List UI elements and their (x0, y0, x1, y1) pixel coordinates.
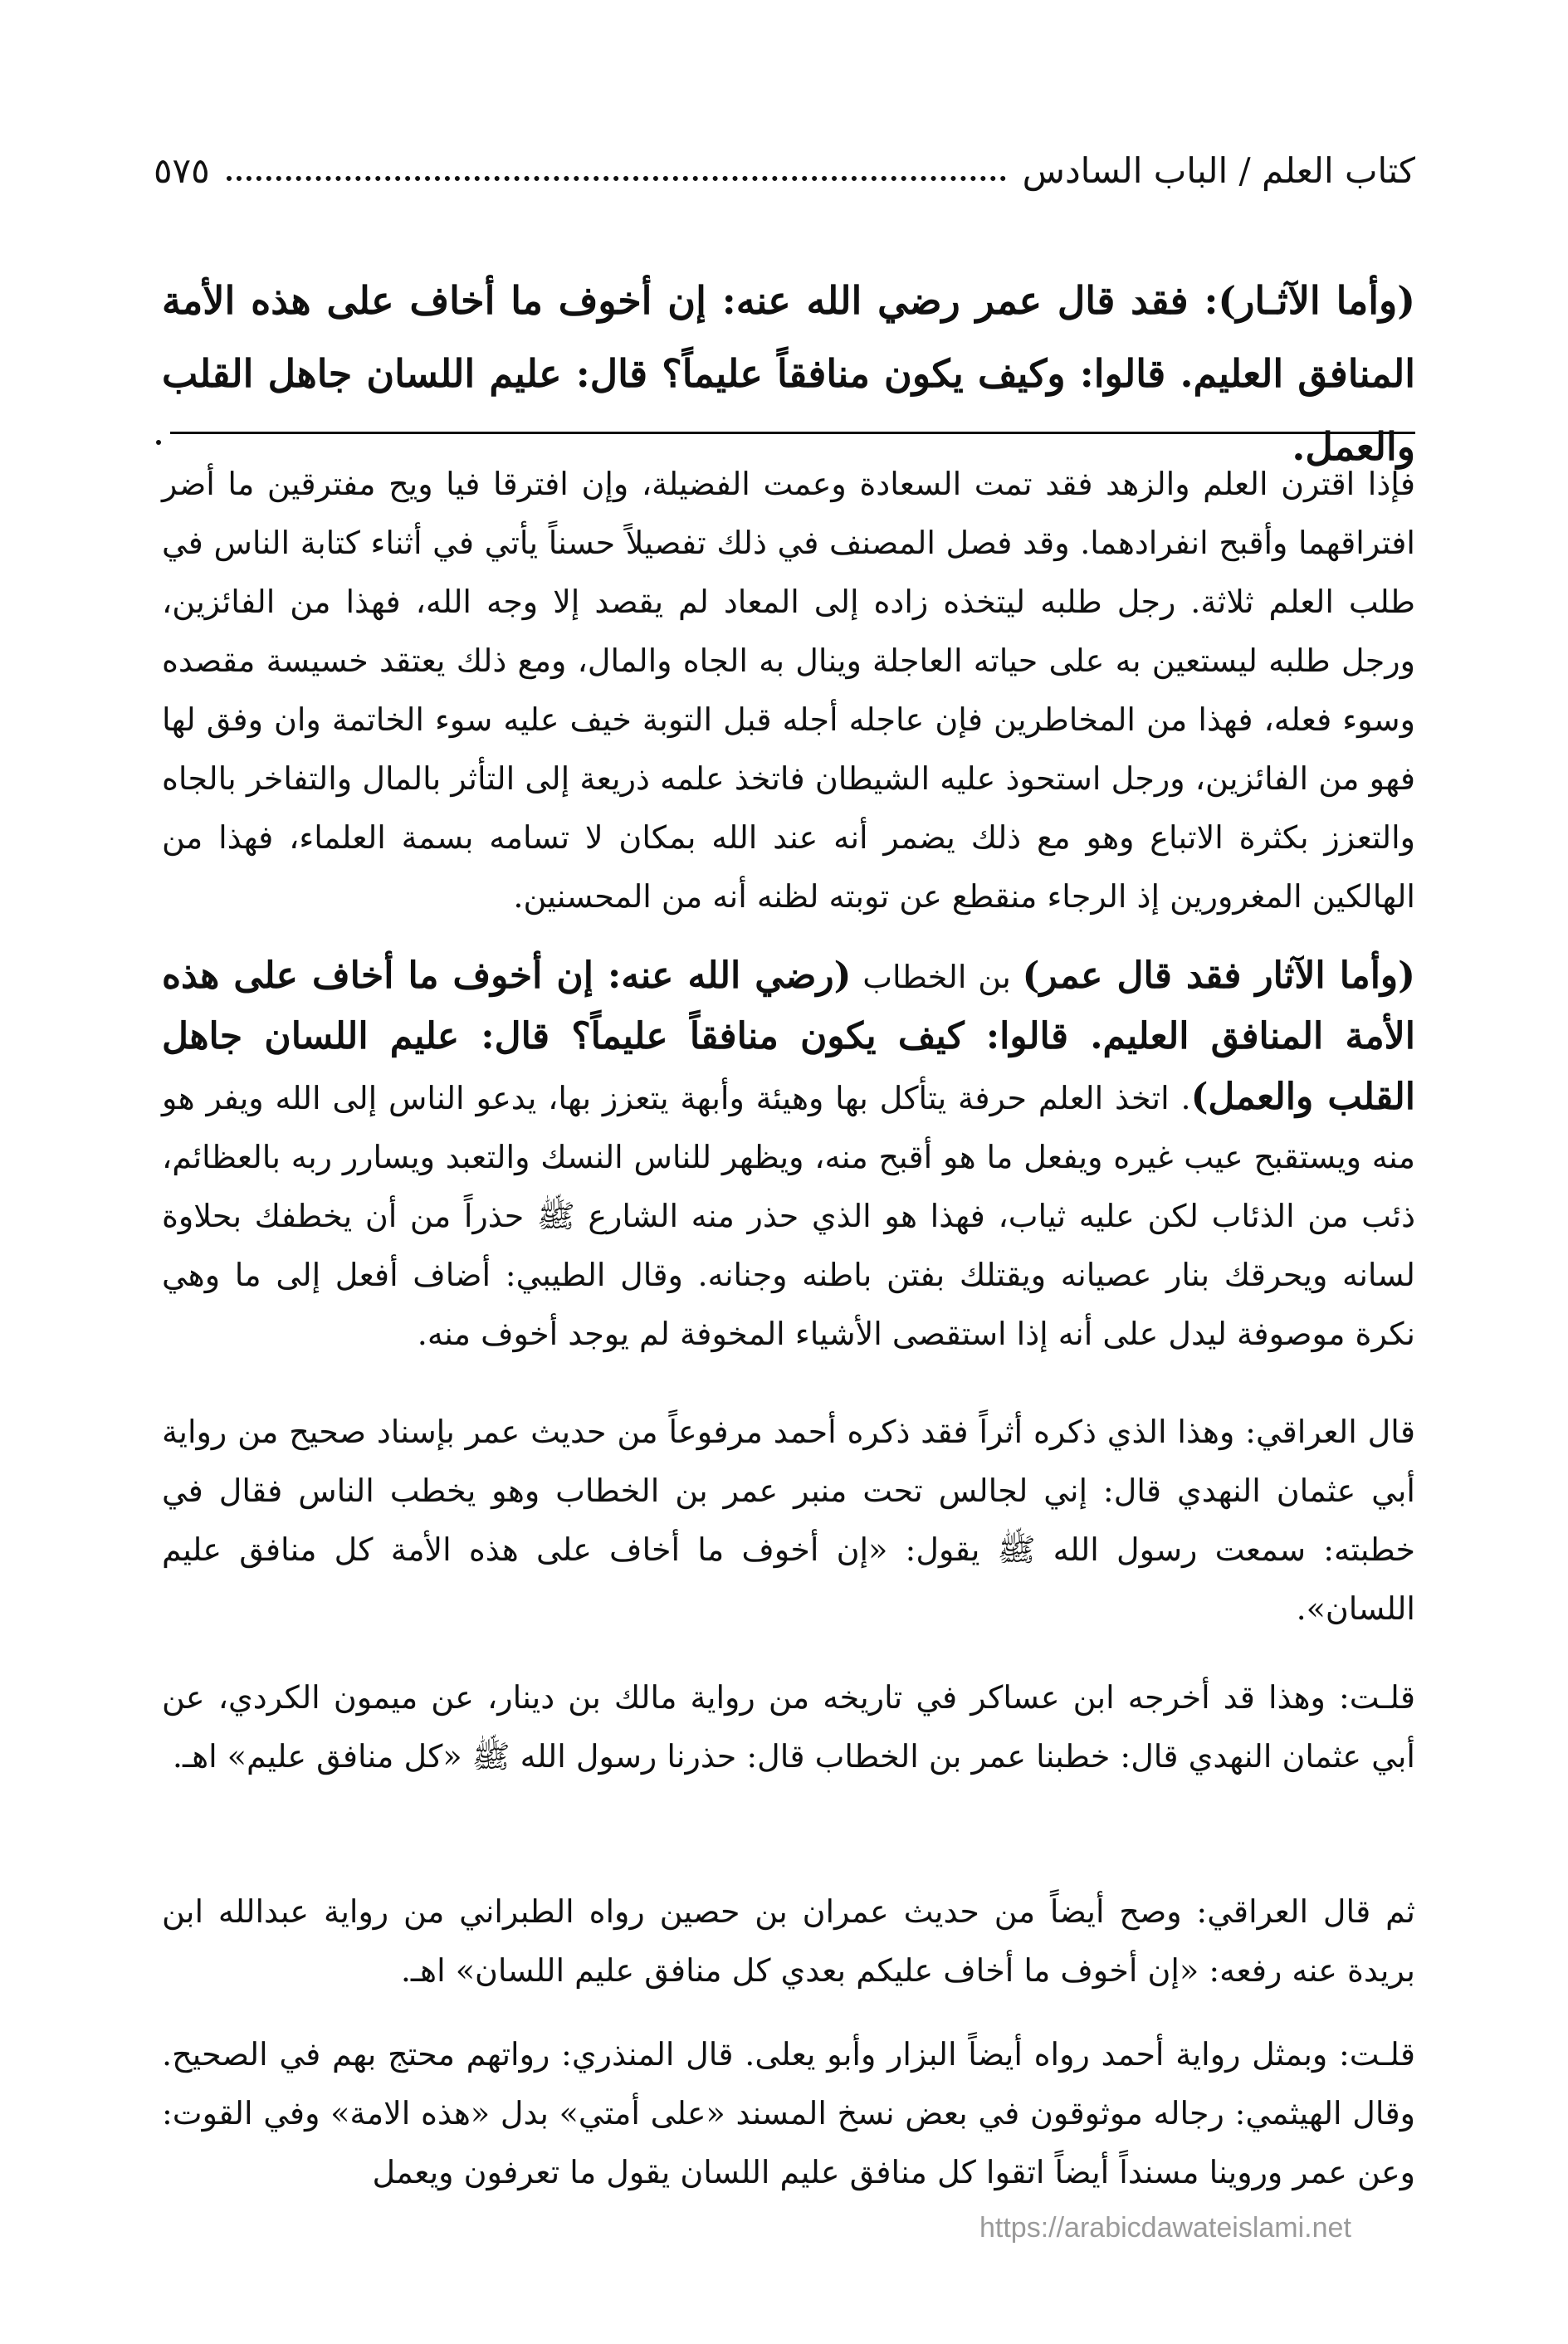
chapter-title: كتاب العلم / الباب السادس (1022, 149, 1415, 191)
commentary-paragraph-1 (162, 455, 1415, 926)
separator-rule (170, 432, 1415, 434)
running-header (154, 141, 1415, 199)
commentary-paragraph-5 (162, 1883, 1415, 2000)
commentary-paragraph-4 (162, 1668, 1415, 1786)
header-dot-leader (227, 176, 1006, 181)
margin-dot (156, 440, 161, 445)
main-text-paragraph: (وأما الآثـار): فقد قال عمر رضي الله عنه: إن أخوف ما أخاف على هذه الأمة المنافق العليم. قالوا: وكيف يكون منافقاً عليماً؟ قال: عليم اللسان جاهل القلب والعمل. (162, 278, 1415, 469)
commentary-text: ثم قال العراقي: وصح أيضاً من حديث عمران بن حصين رواه الطبراني من رواية عبدالله ابن بريدة عنه رفعه: «إن أخوف ما أخاف عليكم بعدي كل منافق عليم اللسان» اهـ. (162, 1893, 1415, 1989)
quoted-matn: (وأما الآثار فقد قال عمر) (1022, 955, 1415, 997)
commentary-inline: . اتخذ العلم حرفة يتأكل بها وهيئة وأبهة يتعزز بها، يدعو الناس إلى الله ويفر هو منه ويستقبح عيب غيره ويفعل ما هو أقبح منه، ويظهر للناس النسك والتعبد ويسارر ربه بالعظائم، ذئب من الذئاب لكن عليه ثياب، فهذا هو الذي حذر منه الشارع ﷺ حذراً من أن يخطفك بحلاوة لسانه ويحرقك بنار عصيانه ويقتلك بفتن باطنه وجنانه. وقال الطيبي: أضاف أفعل إلى ما وهي نكرة موصوفة ليدل على أنه إذا استقصى الأشياء المخوفة لم يوجد أخوف منه. (162, 1080, 1415, 1352)
main-text (162, 264, 1415, 483)
commentary-text: قال العراقي: وهذا الذي ذكره أثراً فقد ذكره أحمد مرفوعاً من حديث عمر بإسناد صحيح من رواية أبي عثمان النهدي قال: إني لجالس تحت منبر عمر بن الخطاب وهو يخطب الناس فقال في خطبته: سمعت رسول الله ﷺ يقول: «إن أخوف ما أخاف على هذه الأمة كل منافق عليم اللسان». (162, 1414, 1415, 1627)
commentary-paragraph-3 (162, 1403, 1415, 1638)
commentary-paragraph-6 (162, 2025, 1415, 2202)
website-watermark: https://arabicdawateislami.net (979, 2212, 1351, 2244)
commentary-text: قلـت: وهذا قد أخرجه ابن عساكر في تاريخه من رواية مالك بن دينار، عن ميمون الكردي، عن أبي عثمان النهدي قال: خطبنا عمر بن الخطاب قال: حذرنا رسول الله ﷺ «كل منافق عليم» اهـ. (162, 1679, 1415, 1775)
page-number: ٥٧٥ (154, 149, 210, 191)
commentary-text (162, 946, 1415, 1364)
commentary-text: قلـت: وبمثل رواية أحمد رواه أيضاً البزار وأبو يعلى. قال المنذري: رواتهم محتج بهم في الصحيح. وقال الهيثمي: رجاله موثوقون في بعض نسخ المسند «على أمتي» بدل «هذه الامة» وفي القوت: وعن عمر وروينا مسنداً أيضاً اتقوا كل منافق عليم اللسان يقول ما تعرفون ويعمل (162, 2036, 1415, 2190)
commentary-text: فإذا اقترن العلم والزهد فقد تمت السعادة وعمت الفضيلة، وإن افترقا فيا ويح مفترقين ما أضر افتراقهما وأقبح انفرادهما. وقد فصل المصنف في ذلك تفصيلاً حسناً يأتي في أثناء كتابة الناس في طلب العلم ثلاثة. رجل طلبه ليتخذه زاده إلى المعاد لم يقصد إلا وجه الله، فهذا من الفائزين، ورجل طلبه ليستعين به على حياته العاجلة وينال به الجاه والمال، ومع ذلك يعتقد خسيسة مقصده وسوء فعله، فهذا من المخاطرين فإن عاجله أجله قبل التوبة خيف عليه سوء الخاتمة وان وفق لها فهو من الفائزين، ورجل استحوذ عليه الشيطان فاتخذ علمه ذريعة إلى التأثر بالمال والتفاخر بالجاه والتعزز بكثرة الاتباع وهو مع ذلك يضمر أنه عند الله بمكان لا تسامه بسمة العلماء، فهذا من الهالكين المغرورين إذ الرجاء منقطع عن توبته لظنه أنه من المحسنين. (162, 466, 1415, 915)
quoted-matn: (رضي الله عنه: إن أخوف ما أخاف على هذه الأمة المنافق العليم. قالوا: كيف يكون منافقاً عليماً؟ قال: عليم اللسان جاهل القلب والعمل) (162, 955, 1415, 1118)
commentary-paragraph-2 (162, 946, 1415, 1364)
commentary-inline: بن الخطاب (851, 959, 1023, 995)
